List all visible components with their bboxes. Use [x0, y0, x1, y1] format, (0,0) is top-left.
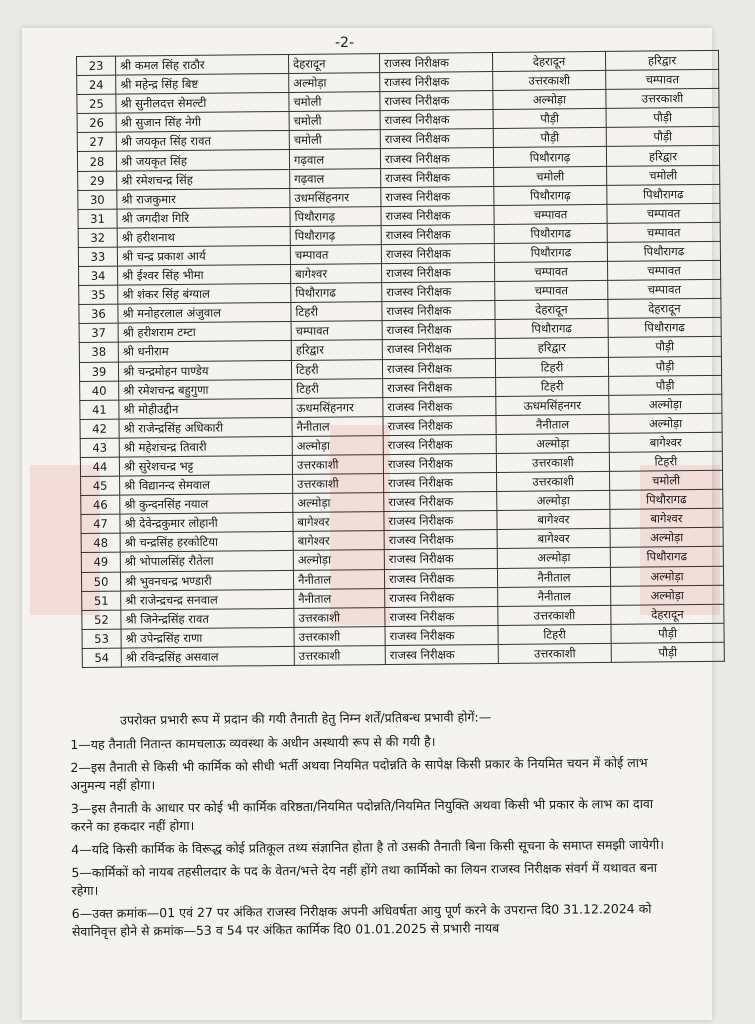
name-cell: श्री भुवनचन्द्र भण्डारी	[120, 570, 293, 591]
current-posting-cell: चम्पावत	[495, 261, 608, 281]
name-cell: श्री मोहीउद्दीन	[119, 398, 292, 419]
new-posting-cell: पिथौरागढ	[610, 489, 723, 509]
serial-number-cell: 26	[77, 113, 116, 132]
current-posting-cell: अल्मोड़ा	[497, 491, 610, 511]
serial-number-cell: 46	[81, 495, 120, 514]
designation-cell: राजस्व निरीक्षक	[384, 492, 497, 512]
new-posting-cell: चम्पावत	[607, 260, 720, 280]
current-posting-cell: चम्पावत	[495, 281, 608, 301]
from-district-cell: टिहरी	[291, 302, 382, 322]
name-cell: श्री सुरेशचन्द्र भट्ट	[119, 455, 292, 476]
current-posting-cell: पिथौरागढ	[495, 319, 608, 339]
designation-cell: राजस्व निरीक्षक	[381, 243, 494, 263]
new-posting-cell: देहरादून	[608, 299, 721, 319]
current-posting-cell: अल्मोड़ा	[493, 90, 606, 110]
condition-item: 3—इस तैनाती के आधार पर कोई भी कार्मिक वरिष्ठता/नियमित पदोन्नति/नियमित नियुक्ति अथवा किसी भी प्रकार के लाभ का दावा करने का हकदार नहीं होगा।	[70, 795, 654, 834]
new-posting-cell: पौड़ी	[608, 356, 721, 376]
current-posting-cell: बागेश्वर	[497, 510, 610, 530]
current-posting-cell: उत्तरकाशी	[498, 605, 611, 625]
name-cell: श्री चन्द्रमोहन पाण्डेय	[118, 360, 291, 381]
current-posting-cell: पौड़ी	[493, 109, 606, 129]
condition-item: 5—कार्मिकों को नायब तहसीलदार के पद के वेतन/भत्ते देय नहीं होंगे तथा कार्मिको का लियन राजस्व निरीक्षक संवर्ग में यथावत बना रहेगा।	[71, 859, 658, 898]
designation-cell: राजस्व निरीक्षक	[384, 473, 497, 493]
current-posting-cell: चमोली	[494, 166, 607, 186]
name-cell: श्री रमेशचन्द्र बहुगुणा	[119, 379, 292, 400]
current-posting-cell: पिथौरागढ़	[494, 185, 607, 205]
serial-number-cell: 27	[77, 132, 116, 151]
new-posting-cell: टिहरी	[609, 451, 722, 471]
name-cell: श्री विद्यानन्द सेमवाल	[120, 475, 293, 496]
from-district-cell: उत्तरकाशी	[294, 626, 385, 646]
name-cell: श्री राजेन्द्रसिंह अधिकारी	[119, 417, 292, 438]
new-posting-cell: पौड़ी	[609, 375, 722, 395]
designation-cell: राजस्व निरीक्षक	[383, 396, 496, 416]
new-posting-cell: उत्तरकाशी	[606, 89, 719, 109]
serial-number-cell: 51	[82, 591, 121, 610]
condition-item: 4—यदि किसी कार्मिक के विरूद्ध कोई प्रतिकूल तथ्य संज्ञानित होता है तो उसकी तैनाती बिना किसी सूचना के समाप्त समझी जायेगी।	[71, 836, 664, 857]
from-district-cell: उत्तरकाशी	[293, 474, 384, 494]
designation-cell: राजस्व निरीक्षक	[385, 625, 498, 645]
new-posting-cell: पौड़ी	[606, 127, 719, 147]
current-posting-cell: देहरादून	[492, 51, 605, 71]
serial-number-cell: 43	[80, 438, 119, 457]
new-posting-cell: अल्मोड़ा	[609, 413, 722, 433]
from-district-cell: गढ़वाल	[290, 168, 381, 188]
name-cell: श्री कुन्दनसिंह नयाल	[120, 494, 293, 515]
new-posting-cell: अल्मोड़ा	[610, 566, 723, 586]
from-district-cell: पिथौरागढ़	[290, 206, 381, 226]
name-cell: श्री धनीराम	[118, 341, 291, 362]
from-district-cell: बागेश्वर	[293, 512, 384, 532]
new-posting-cell: पिथौरागढ	[610, 547, 723, 567]
serial-number-cell: 32	[78, 228, 117, 247]
serial-number-cell: 25	[77, 94, 116, 113]
serial-number-cell: 28	[77, 152, 116, 171]
name-cell: श्री चन्द्रसिंह हरकोटिया	[120, 532, 293, 553]
designation-cell: राजस्व निरीक्षक	[384, 530, 497, 550]
from-district-cell: चम्पावत	[290, 245, 381, 265]
designation-cell: राजस्व निरीक्षक	[385, 606, 498, 626]
current-posting-cell: ऊधमसिंहनगर	[496, 395, 609, 415]
from-district-cell: पिथौरागढ	[291, 283, 382, 303]
condition-item: 6—उक्त क्रमांक—01 एवं 27 पर अंकित राजस्व निरीक्षक अपनी अधिवर्षता आयु पूर्ण करने के उपरान्त दि0 31.12.2024 को सेवानिवृत्त होने से क्रमांक—53 व 54 पर अंकित कार्मिक दि0 01.01.2025 से प्रभारी नायब	[71, 900, 652, 939]
new-posting-cell: बागेश्वर	[610, 509, 723, 529]
from-district-cell: नैनीताल	[294, 588, 385, 608]
name-cell: श्री जगदीश गिरि	[117, 207, 290, 228]
from-district-cell: उत्तरकाशी	[294, 645, 385, 665]
posting-table	[76, 50, 725, 668]
serial-number-cell: 53	[82, 629, 121, 648]
designation-cell: राजस्व निरीक्षक	[384, 511, 497, 531]
name-cell: श्री शंकर सिंह बंग्याल	[118, 284, 291, 305]
current-posting-cell: देहरादून	[495, 300, 608, 320]
serial-number-cell: 41	[80, 400, 119, 419]
current-posting-cell: नैनीताल	[496, 414, 609, 434]
new-posting-cell: पौड़ी	[611, 623, 724, 643]
name-cell: श्री महेन्द्र सिंह बिष्ट	[116, 74, 289, 95]
from-district-cell: बागेश्वर	[293, 531, 384, 551]
current-posting-cell: नैनीताल	[497, 567, 610, 587]
serial-number-cell: 33	[78, 247, 117, 266]
designation-cell: राजस्व निरीक्षक	[382, 320, 495, 340]
name-cell: श्री महेशचन्द्र तिवारी	[119, 436, 292, 457]
name-cell: श्री उपेन्द्रसिंह राणा	[121, 627, 294, 648]
from-district-cell: अल्मोड़ा	[289, 73, 380, 93]
serial-number-cell: 36	[79, 304, 118, 323]
name-cell: श्री रविन्द्रसिंह असवाल	[121, 646, 294, 667]
serial-number-cell: 52	[82, 610, 121, 629]
serial-number-cell: 34	[79, 266, 118, 285]
designation-cell: राजस्व निरीक्षक	[383, 377, 496, 397]
designation-cell: राजस्व निरीक्षक	[385, 644, 498, 664]
designation-cell: राजस्व निरीक्षक	[381, 224, 494, 244]
from-district-cell: ऊधमसिंहनगर	[292, 397, 383, 417]
from-district-cell: नैनीताल	[293, 569, 384, 589]
from-district-cell: अल्मोड़ा	[292, 435, 383, 455]
name-cell: श्री भोपालसिंह रौतेला	[120, 551, 293, 572]
new-posting-cell: चम्पावत	[607, 203, 720, 223]
designation-cell: राजस्व निरीक्षक	[382, 263, 495, 283]
from-district-cell: टिहरी	[292, 378, 383, 398]
from-district-cell: हरिद्वार	[291, 340, 382, 360]
serial-number-cell: 37	[79, 323, 118, 342]
current-posting-cell: अल्मोड़ा	[497, 548, 610, 568]
from-district-cell: चमोली	[289, 111, 380, 131]
serial-number-cell: 38	[79, 343, 118, 362]
designation-cell: राजस्व निरीक्षक	[385, 587, 498, 607]
current-posting-cell: पिथौरागढ	[494, 242, 607, 262]
serial-number-cell: 47	[81, 514, 120, 533]
designation-cell: राजस्व निरीक्षक	[382, 358, 495, 378]
designation-cell: राजस्व निरीक्षक	[381, 205, 494, 225]
condition-item: 1—यह तैनाती नितान्त कामचलाऊ व्यवस्था के अधीन अस्थायी रूप से की गयी है।	[70, 733, 436, 752]
serial-number-cell: 54	[82, 648, 121, 667]
serial-number-cell: 35	[79, 285, 118, 304]
serial-number-cell: 48	[81, 533, 120, 552]
current-posting-cell: नैनीताल	[498, 586, 611, 606]
current-posting-cell: अल्मोड़ा	[496, 433, 609, 453]
new-posting-cell: चमोली	[610, 470, 723, 490]
from-district-cell: चमोली	[289, 130, 380, 150]
condition-item: 2—इस तैनाती से किसी भी कार्मिक को सीधी भर्ती अथवा नियमित पदोन्नति के सापेक्ष किसी प्रकार के नियमित चयन में कोई लाभ अनुमन्य नहीं होगा।	[70, 754, 648, 793]
serial-number-cell: 30	[78, 190, 117, 209]
serial-number-cell: 31	[78, 209, 117, 228]
current-posting-cell: पौड़ी	[493, 128, 606, 148]
name-cell: श्री देवेन्द्रकुमार लोहानी	[120, 513, 293, 534]
designation-cell: राजस्व निरीक्षक	[384, 568, 497, 588]
name-cell: श्री हरीशनाथ	[117, 226, 290, 247]
current-posting-cell: उत्तरकाशी	[496, 452, 609, 472]
designation-cell: राजस्व निरीक्षक	[380, 72, 493, 92]
conditions-intro: उपरोक्त प्रभारी रूप में प्रदान की गयी तैनाती हेतु निम्न शर्तें/प्रतिबन्ध प्रभावी होगें:—	[120, 709, 492, 728]
name-cell: श्री कमल सिंह राठौर	[116, 54, 289, 75]
serial-number-cell: 24	[77, 75, 116, 94]
new-posting-cell: अल्मोड़ा	[609, 394, 722, 414]
designation-cell: राजस्व निरीक्षक	[381, 186, 494, 206]
from-district-cell: नैनीताल	[292, 416, 383, 436]
designation-cell: राजस्व निरीक्षक	[381, 167, 494, 187]
new-posting-cell: हरिद्वार	[605, 50, 718, 70]
serial-number-cell: 29	[78, 171, 117, 190]
current-posting-cell: टिहरी	[498, 624, 611, 644]
designation-cell: राजस्व निरीक्षक	[382, 339, 495, 359]
serial-number-cell: 45	[81, 476, 120, 495]
current-posting-cell: उत्तरकाशी	[497, 471, 610, 491]
new-posting-cell: चमोली	[607, 165, 720, 185]
current-posting-cell: चम्पावत	[494, 204, 607, 224]
current-posting-cell: उत्तरकाशी	[493, 71, 606, 91]
current-posting-cell: पिथौरागढ़	[493, 147, 606, 167]
designation-cell: राजस्व निरीक्षक	[383, 434, 496, 454]
name-cell: श्री हरीशराम टम्टा	[118, 322, 291, 343]
from-district-cell: देहरादून	[288, 54, 379, 74]
serial-number-cell: 40	[80, 381, 119, 400]
current-posting-cell: बागेश्वर	[497, 529, 610, 549]
name-cell: श्री ईश्वर सिंह भीमा	[118, 264, 291, 285]
from-district-cell: टिहरी	[291, 359, 382, 379]
name-cell: श्री जयकृत सिंह	[116, 150, 289, 171]
designation-cell: राजस्व निरीक्षक	[384, 549, 497, 569]
new-posting-cell: पिथौरागढ	[608, 318, 721, 338]
designation-cell: राजस्व निरीक्षक	[382, 282, 495, 302]
current-posting-cell: पिथौरागढ	[494, 223, 607, 243]
from-district-cell: चमोली	[289, 92, 380, 112]
new-posting-cell: पौड़ी	[606, 108, 719, 128]
new-posting-cell: देहरादून	[611, 604, 724, 624]
new-posting-cell: अल्मोड़ा	[611, 585, 724, 605]
designation-cell: राजस्व निरीक्षक	[380, 91, 493, 111]
serial-number-cell: 49	[81, 553, 120, 572]
current-posting-cell: टिहरी	[495, 357, 608, 377]
new-posting-cell: पौड़ी	[608, 337, 721, 357]
name-cell: श्री रमेशचन्द्र सिंह	[117, 169, 290, 190]
name-cell: श्री मनोहरलाल अंजुवाल	[118, 303, 291, 324]
name-cell: श्री जयकृत सिंह रावत	[116, 131, 289, 152]
designation-cell: राजस्व निरीक्षक	[379, 53, 492, 73]
current-posting-cell: हरिद्वार	[495, 338, 608, 358]
name-cell: श्री चन्द्र प्रकाश आर्य	[117, 245, 290, 266]
name-cell: श्री सुनीलदत्त सेमल्टी	[116, 93, 289, 114]
name-cell: श्री राजकुमार	[117, 188, 290, 209]
new-posting-cell: पौड़ी	[611, 642, 724, 662]
designation-cell: राजस्व निरीक्षक	[380, 110, 493, 130]
from-district-cell: चम्पावत	[291, 321, 382, 341]
new-posting-cell: हरिद्वार	[606, 146, 719, 166]
new-posting-cell: पिथौरागढ	[607, 241, 720, 261]
designation-cell: राजस्व निरीक्षक	[382, 301, 495, 321]
from-district-cell: गढ़वाल	[289, 149, 380, 169]
from-district-cell: अल्मोड़ा	[293, 493, 384, 513]
serial-number-cell: 50	[81, 572, 120, 591]
designation-cell: राजस्व निरीक्षक	[383, 453, 496, 473]
name-cell: श्री सुजान सिंह नेगी	[116, 112, 289, 133]
serial-number-cell: 23	[77, 56, 116, 75]
new-posting-cell: चम्पावत	[608, 279, 721, 299]
designation-cell: राजस्व निरीक्षक	[380, 148, 493, 168]
new-posting-cell: चम्पावत	[607, 222, 720, 242]
current-posting-cell: उत्तरकाशी	[498, 643, 611, 663]
from-district-cell: अल्मोड़ा	[293, 550, 384, 570]
conditions-section	[70, 707, 672, 946]
serial-number-cell: 39	[79, 362, 118, 381]
from-district-cell: पिथौरागढ़	[290, 225, 381, 245]
from-district-cell: उत्तरकाशी	[292, 455, 383, 475]
page-number: -2-	[335, 35, 355, 51]
new-posting-cell: अल्मोड़ा	[610, 528, 723, 548]
serial-number-cell: 42	[80, 419, 119, 438]
name-cell: श्री जिनेन्द्रसिंह रावत	[121, 608, 294, 629]
new-posting-cell: चम्पावत	[606, 69, 719, 89]
from-district-cell: बागेश्वर	[291, 264, 382, 284]
serial-number-cell: 44	[80, 457, 119, 476]
new-posting-cell: बागेश्वर	[609, 432, 722, 452]
from-district-cell: उधमसिंहनगर	[290, 187, 381, 207]
designation-cell: राजस्व निरीक्षक	[383, 415, 496, 435]
designation-cell: राजस्व निरीक्षक	[380, 129, 493, 149]
name-cell: श्री राजेन्द्रचन्द्र सनवाल	[121, 589, 294, 610]
new-posting-cell: पिथौरागढ	[607, 184, 720, 204]
current-posting-cell: टिहरी	[496, 376, 609, 396]
from-district-cell: उत्तरकाशी	[294, 607, 385, 627]
